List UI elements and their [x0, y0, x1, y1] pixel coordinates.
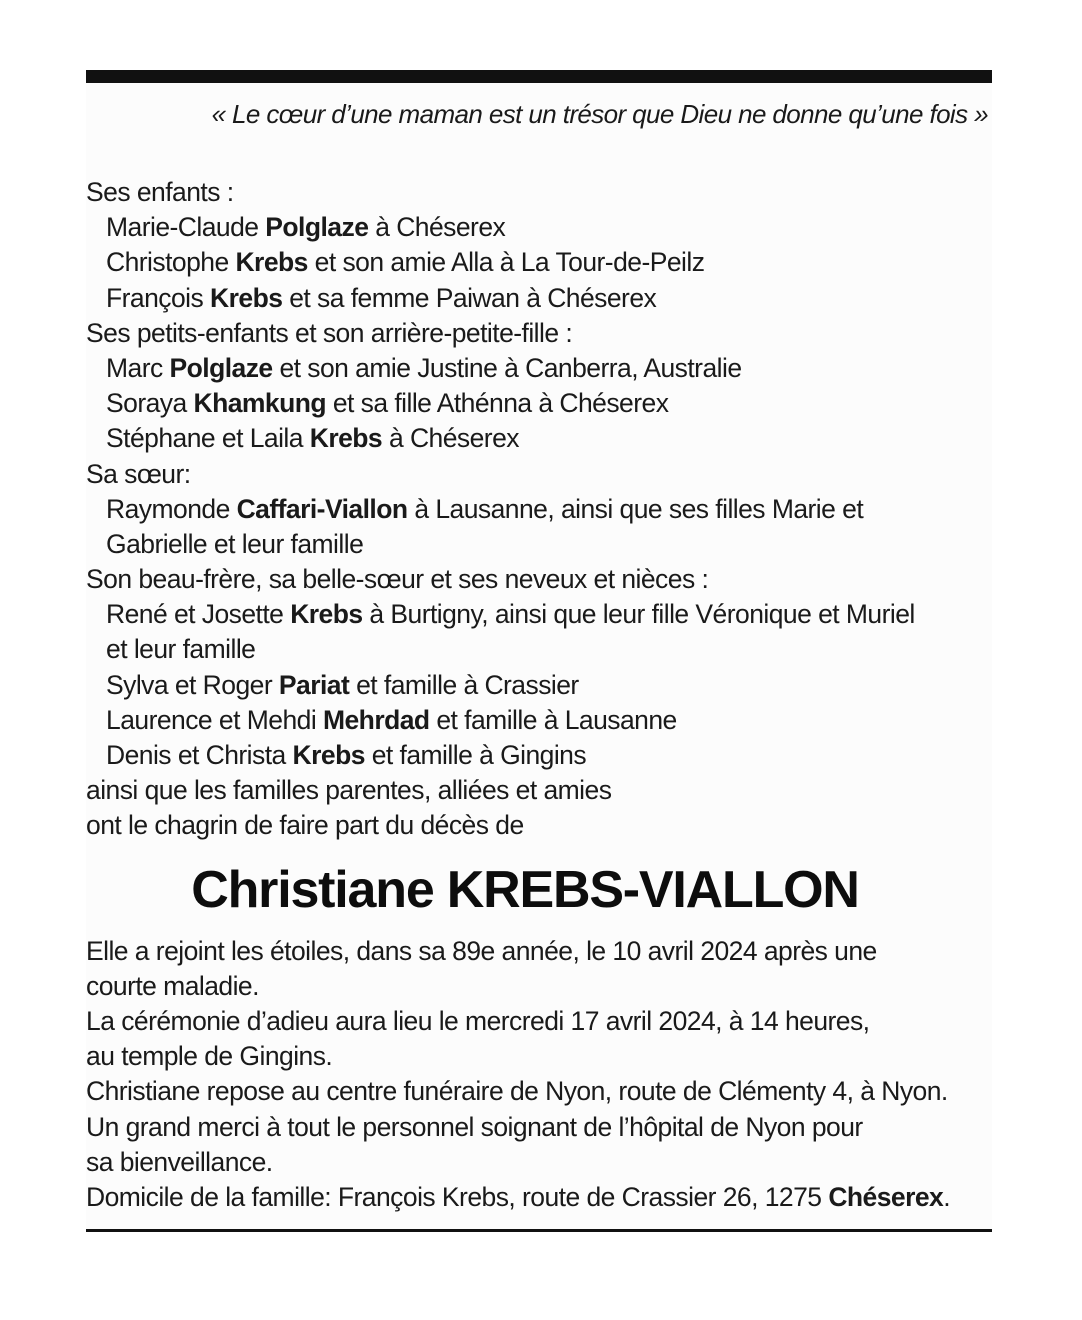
bottom-rule [86, 1229, 992, 1232]
family-member: Marc Polglaze et son amie Justine à Canberra, Australie [106, 352, 742, 383]
family-member: Sylva et Roger Pariat et famille à Crassier [106, 669, 579, 700]
family-member: Raymonde Caffari-Viallon à Lausanne, ainsi que ses filles Marie et [106, 493, 864, 524]
closing-line: ont le chagrin de faire part du décès de [86, 810, 524, 841]
family-member: Denis et Christa Krebs et famille à Gingins [106, 740, 587, 770]
heading-sister: Sa sœur: [86, 458, 191, 489]
details-text [86, 934, 992, 1216]
details-line: sa bienveillance. [86, 1146, 273, 1177]
family-member: Marie-Claude Polglaze à Chéserex [106, 212, 506, 243]
family-member: Stéphane et Laila Krebs à Chéserex [106, 423, 519, 454]
details-line: courte maladie. [86, 970, 259, 1001]
epigraph-quote: « Le cœur d’une maman est un trésor que Dieu ne donne qu’une fois » [211, 99, 988, 129]
closing-line: ainsi que les familles parentes, alliées et amies [86, 775, 612, 806]
heading-children: Ses enfants : [86, 177, 234, 207]
top-rule [86, 70, 992, 83]
heading-in-laws: Son beau-frère, sa belle-sœur et ses neveux et nièces : [86, 564, 709, 595]
heading-grandchildren: Ses petits-enfants et son arrière-petite-fille : [86, 317, 573, 348]
details-line: au temple de Gingins. [86, 1041, 333, 1072]
details-line: Christiane repose au centre funéraire de Nyon, route de Clémenty 4, à Nyon. [86, 1076, 948, 1107]
family-member: Christophe Krebs et son amie Alla à La Tour-de-Peilz [106, 247, 705, 278]
details-line: Un grand merci à tout le personnel soignant de l’hôpital de Nyon pour [86, 1111, 863, 1142]
family-member: René et Josette Krebs à Burtigny, ainsi que leur fille Véronique et Muriel [106, 599, 915, 630]
family-member-continuation: Gabrielle et leur famille [106, 528, 364, 559]
deceased-name: Christiane KREBS-VIALLON [191, 860, 859, 919]
details-line: La cérémonie d’adieu aura lieu le mercredi 17 avril 2024, à 14 heures, [86, 1005, 870, 1036]
family-domicile: Domicile de la famille: François Krebs, route de Crassier 26, 1275 Chéserex. [86, 1181, 951, 1212]
family-member: François Krebs et sa femme Paiwan à Chéserex [106, 282, 657, 313]
details-line: Elle a rejoint les étoiles, dans sa 89e année, le 10 avril 2024 après une [86, 935, 877, 966]
family-member-continuation: et leur famille [106, 634, 256, 665]
family-member: Soraya Khamkung et sa fille Athénna à Chéserex [106, 388, 669, 419]
family-member: Laurence et Mehdi Mehrdad et famille à Lausanne [106, 704, 677, 735]
family-list [86, 175, 992, 844]
obituary-notice [86, 70, 992, 1232]
